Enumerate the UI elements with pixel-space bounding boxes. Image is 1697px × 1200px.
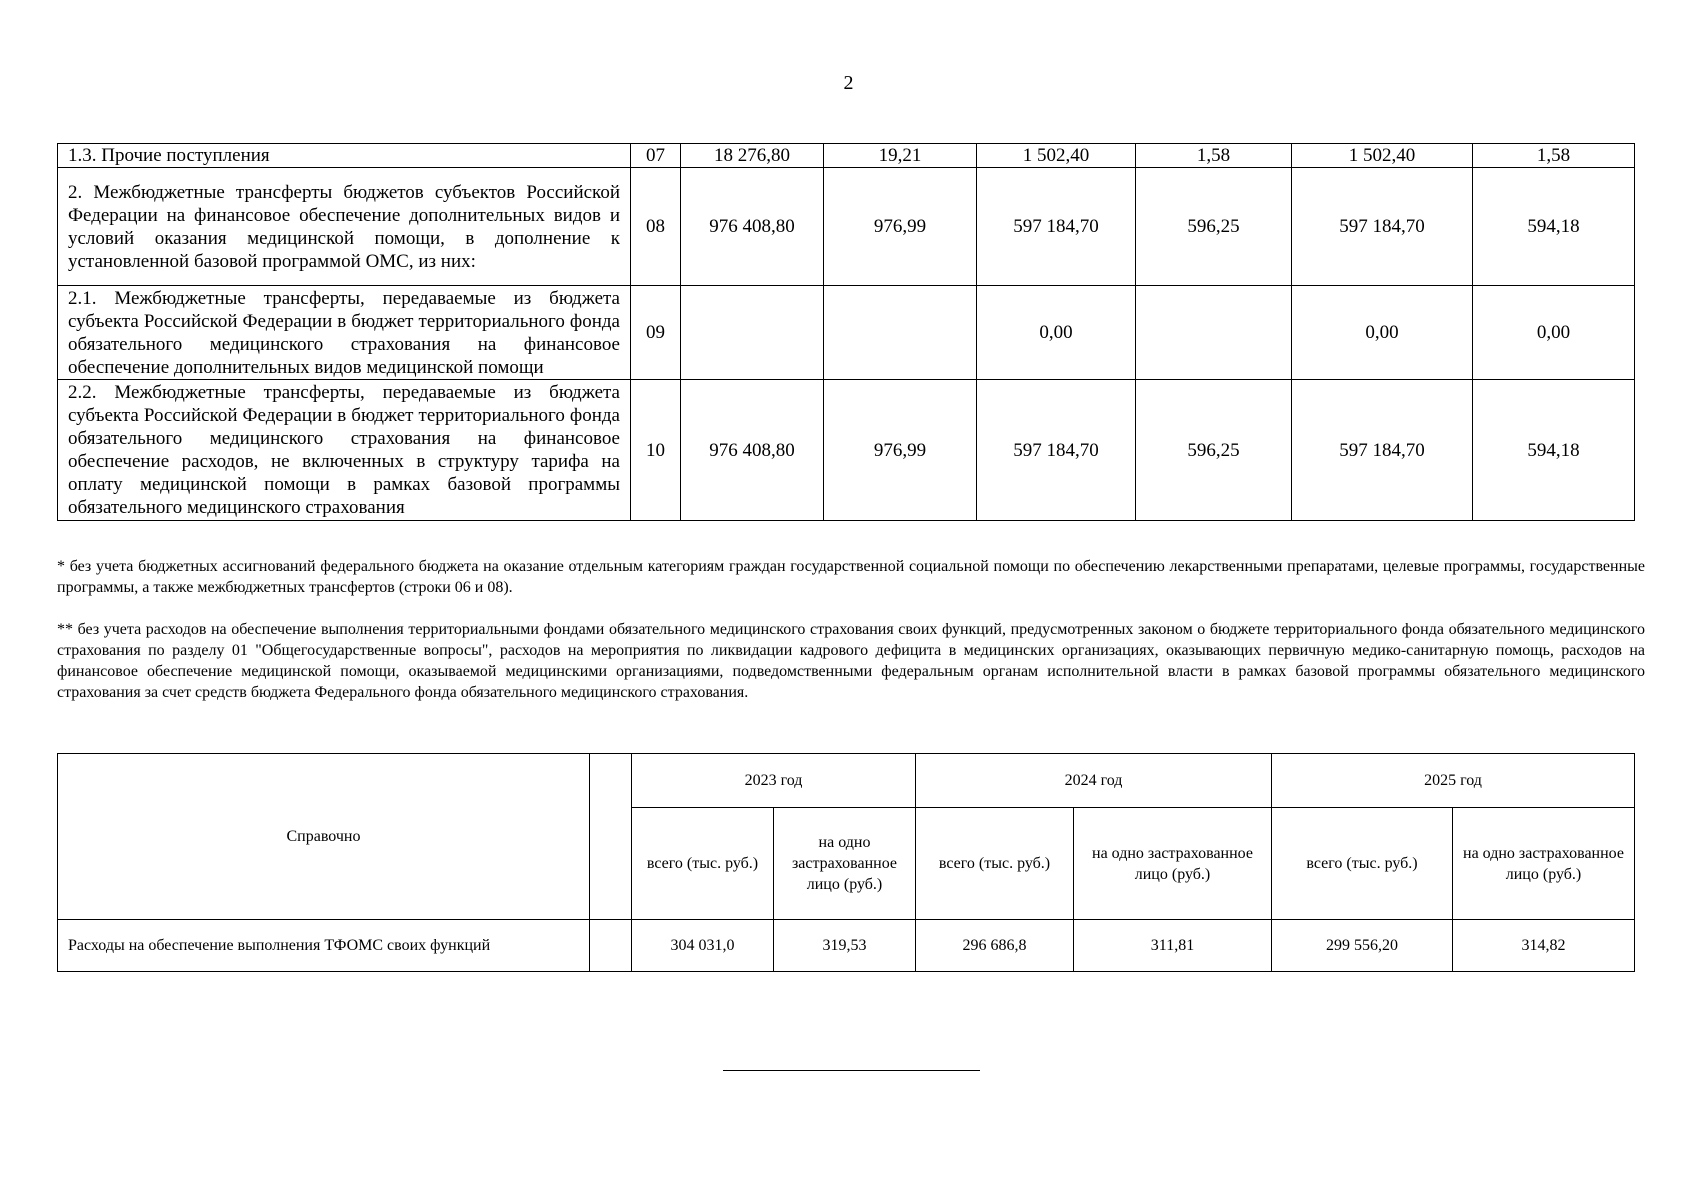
row-label: Расходы на обеспечение выполнения ТФОМС своих функций: [58, 920, 590, 972]
row-code: 10: [631, 380, 681, 521]
cell-value: 1,58: [1136, 144, 1292, 168]
cell-value: 594,18: [1473, 380, 1635, 521]
cell-value: 314,82: [1453, 920, 1635, 972]
row-label: 1.3. Прочие поступления: [58, 144, 631, 168]
cell-value: 596,25: [1136, 168, 1292, 286]
reference-table: [57, 753, 1635, 972]
cell-value: 296 686,8: [916, 920, 1074, 972]
cell-value: 319,53: [774, 920, 916, 972]
cell-value: 1 502,40: [1292, 144, 1473, 168]
cell-value: 976,99: [824, 380, 977, 521]
budget-table: [57, 143, 1635, 521]
year-header: 2025 год: [1272, 754, 1635, 808]
cell-value: 976,99: [824, 168, 977, 286]
table-row: [58, 920, 1635, 972]
cell-value: 311,81: [1074, 920, 1272, 972]
row-code: 08: [631, 168, 681, 286]
column-header: всего (тыс. руб.): [632, 808, 774, 920]
cell-value: 976 408,80: [681, 168, 824, 286]
year-header: 2024 год: [916, 754, 1272, 808]
cell-value: 19,21: [824, 144, 977, 168]
cell-value: 597 184,70: [1292, 380, 1473, 521]
cell-value: 18 276,80: [681, 144, 824, 168]
cell-value: 0,00: [1292, 286, 1473, 380]
column-header: всего (тыс. руб.): [1272, 808, 1453, 920]
year-header: 2023 год: [632, 754, 916, 808]
cell-value: 304 031,0: [632, 920, 774, 972]
footnote-2: ** без учета расходов на обеспечение выполнения территориальными фондами обязательного медицинского страхования своих функций, предусмотренных законом о бюджете территориального фонда обязательного медицинского страхования по разделу 01 "Общегосударственные вопросы", расходов на мероприятия по ликвидации кадрового дефицита в медицинских организациях, оказывающих первичную медико-санитарную помощь, расходов на финансовое обеспечение медицинской помощи, оказываемой медицинскими организациями, подведомственными федеральным органам исполнительной власти в рамках базовой программы обязательного медицинского страхования за счет средств бюджета Федерального фонда обязательного медицинского страхования.: [57, 621, 1645, 701]
cell-value: 594,18: [1473, 168, 1635, 286]
cell-value: [824, 286, 977, 380]
cell-value: 597 184,70: [977, 380, 1136, 521]
table-row: [58, 380, 1635, 521]
table-row: [58, 144, 1635, 168]
page-number: 2: [843, 72, 854, 94]
cell-value: [1136, 286, 1292, 380]
bottom-divider: [723, 1070, 980, 1071]
column-header: всего (тыс. руб.): [916, 808, 1074, 920]
column-header: на одно застрахованное лицо (руб.): [774, 808, 916, 920]
table-row: [58, 168, 1635, 286]
row-code: 09: [631, 286, 681, 380]
reference-header-label: Справочно: [58, 754, 590, 920]
cell-value: 596,25: [1136, 380, 1292, 521]
column-header: на одно застрахованное лицо (руб.): [1074, 808, 1272, 920]
cell-value: 0,00: [977, 286, 1136, 380]
table-row: [58, 754, 1635, 808]
footnote-1: * без учета бюджетных ассигнований федерального бюджета на оказание отдельным категориям граждан государственной социальной помощи по обеспечению лекарственными препаратами, целевые программы, государственные программы, а также межбюджетных трансфертов (строки 06 и 08).: [57, 558, 1645, 596]
cell-value: 976 408,80: [681, 380, 824, 521]
row-code: 07: [631, 144, 681, 168]
empty-cell: [590, 754, 632, 920]
row-label: 2.1. Межбюджетные трансферты, передаваемые из бюджета субъекта Российской Федерации в бюджет территориального фонда обязательного медицинского страхования на финансовое обеспечение дополнительных видов медицинской помощи: [58, 286, 631, 380]
cell-value: 597 184,70: [977, 168, 1136, 286]
cell-value: 1 502,40: [977, 144, 1136, 168]
empty-cell: [590, 920, 632, 972]
row-label: 2. Межбюджетные трансферты бюджетов субъектов Российской Федерации на финансовое обеспечение дополнительных видов и условий оказания медицинской помощи, в дополнение к установленной базовой программой ОМС, из них:: [58, 168, 631, 286]
row-label: 2.2. Межбюджетные трансферты, передаваемые из бюджета субъекта Российской Федерации в бюджет территориального фонда обязательного медицинского страхования на финансовое обеспечение расходов, не включенных в структуру тарифа на оплату медицинской помощи в рамках базовой программы обязательного медицинского страхования: [58, 380, 631, 521]
table-row: [58, 286, 1635, 380]
cell-value: [681, 286, 824, 380]
cell-value: 299 556,20: [1272, 920, 1453, 972]
cell-value: 0,00: [1473, 286, 1635, 380]
cell-value: 1,58: [1473, 144, 1635, 168]
cell-value: 597 184,70: [1292, 168, 1473, 286]
column-header: на одно застрахованное лицо (руб.): [1453, 808, 1635, 920]
